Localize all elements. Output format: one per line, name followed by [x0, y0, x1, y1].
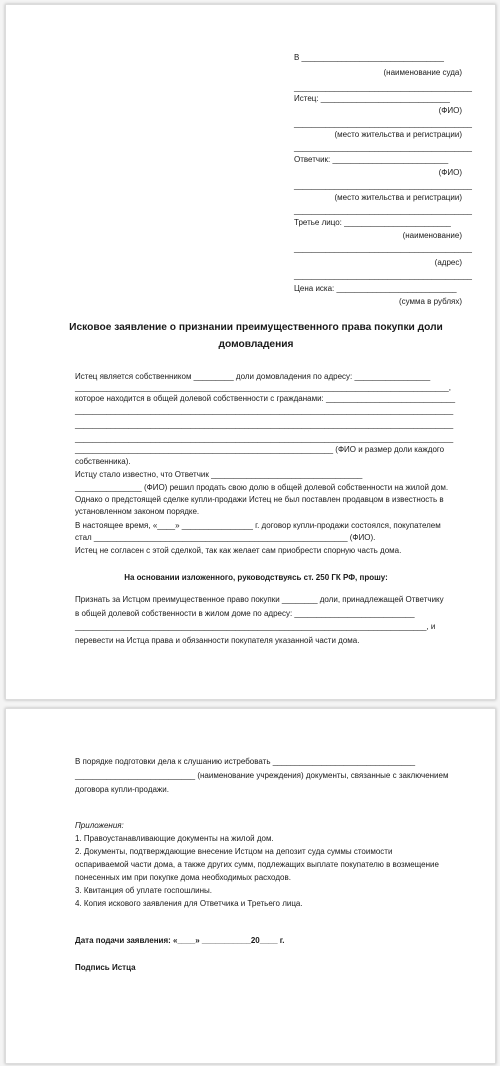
document-title: Исковое заявление о признании преимущественного права покупки доли: [69, 322, 443, 333]
claim-price-field: Цена иска: ___________________________: [294, 284, 457, 293]
request-line: _______________________________________________________________________________, и: [75, 622, 436, 631]
third-party-address-line: ________________________________________: [294, 271, 472, 280]
plaintiff-line: ________________________________________: [294, 119, 472, 128]
body-line: стал _________________________________________________________ (ФИО).: [75, 533, 376, 542]
request-line: в общей долевой собственности в жилом доме по адресу: ___________________________: [75, 609, 415, 618]
defendant-address-line: ________________________________________: [294, 206, 472, 215]
appendix-item: 1. Правоустанавливающие документы на жилой дом.: [75, 834, 274, 843]
plaintiff-note: (ФИО): [438, 106, 462, 115]
prep-line: ___________________________ (наименование учреждения) документы, связанные с заключением: [75, 771, 449, 780]
document-page-1: [5, 4, 496, 700]
court-line: ________________________________________: [294, 83, 472, 92]
body-line: __________________________________________________________ (ФИО и размер доли каждого: [75, 445, 445, 454]
body-line: установленном законом порядке.: [75, 507, 200, 516]
plaintiff-address-line: ________________________________________: [294, 143, 472, 152]
defendant-address-note: (место жительства и регистрации): [334, 193, 462, 202]
prep-line: договора купли-продажи.: [75, 785, 169, 794]
appendix-item: 2. Документы, подтверждающие внесение Истцом на депозит суда суммы стоимости: [75, 847, 393, 856]
document-title-line-2: домовладения: [218, 339, 294, 350]
request-line: перевести на Истца права и обязанности покупателя указанной части дома.: [75, 636, 360, 645]
defendant-note: (ФИО): [438, 168, 462, 177]
third-party-note: (наименование): [402, 231, 462, 240]
body-line: Истцу стало известно, что Ответчик __________________________________: [75, 470, 363, 479]
appendix-item: оспариваемой части дома, а также других сумм, подлежащих выплате покупателю в возмещение: [75, 860, 439, 869]
court-note: (наименование суда): [383, 68, 462, 77]
body-line: которое находится в общей долевой собственности с гражданами: _____________________________: [75, 394, 456, 403]
plaintiff-signature-label: Подпись Истца: [75, 963, 136, 972]
appendix-heading: Приложения:: [75, 821, 124, 830]
body-line: Истец не согласен с этой сделкой, так как желает сам приобрести спорную часть дома.: [75, 546, 402, 555]
request-line: Признать за Истцом преимущественное право покупки ________ доли, принадлежащей Ответчику: [75, 595, 444, 604]
body-line: _____________________________________________________________________________________: [75, 434, 454, 443]
defendant-field: Ответчик: __________________________: [294, 155, 449, 164]
plaintiff-address-note: (место жительства и регистрации): [334, 130, 462, 139]
prep-line: В порядке подготовки дела к слушанию истребовать ________________________________: [75, 757, 416, 766]
claim-price-note: (сумма в рублях): [398, 297, 462, 306]
plaintiff-field: Истец: _____________________________: [294, 94, 450, 103]
body-line: _______________ (ФИО) решил продать свою долю в общей долевой собственности на жилой дом.: [75, 483, 449, 492]
appendix-item: 4. Копия искового заявления для Ответчика и Третьего лица.: [75, 899, 303, 908]
body-line: Истец является собственником _________ доли домовладения по адресу: _________________: [75, 372, 431, 381]
body-line: ____________________________________________________________________________________,: [75, 383, 451, 392]
defendant-line: ________________________________________: [294, 181, 472, 190]
body-line: _____________________________________________________________________________________: [75, 420, 454, 429]
body-line: В настоящее время, «____» ________________ г. договор купли-продажи состоялся, покупателем: [75, 521, 441, 530]
appendix-item: понесенных им при покупке дома необходимых расходов.: [75, 873, 291, 882]
court-field: В ________________________________: [294, 53, 444, 62]
body-line: Однако о предстоящей сделке купли-продажи Истец не был поставлен продавцом в известность в: [75, 495, 444, 504]
legal-basis-heading: На основании изложенного, руководствуясь ст. 250 ГК РФ, прошу:: [124, 573, 388, 582]
appendix-item: 3. Квитанция об уплате госпошлины.: [75, 886, 213, 895]
filing-date-field: Дата подачи заявления: «____» ___________20____ г.: [75, 936, 285, 945]
third-party-field: Третье лицо: ________________________: [294, 218, 451, 227]
third-party-address-note: (адрес): [434, 258, 462, 267]
document-page-2: [5, 708, 496, 1064]
body-line: собственника).: [75, 457, 131, 466]
body-line: _____________________________________________________________________________________: [75, 406, 454, 415]
third-party-line: ________________________________________: [294, 244, 472, 253]
